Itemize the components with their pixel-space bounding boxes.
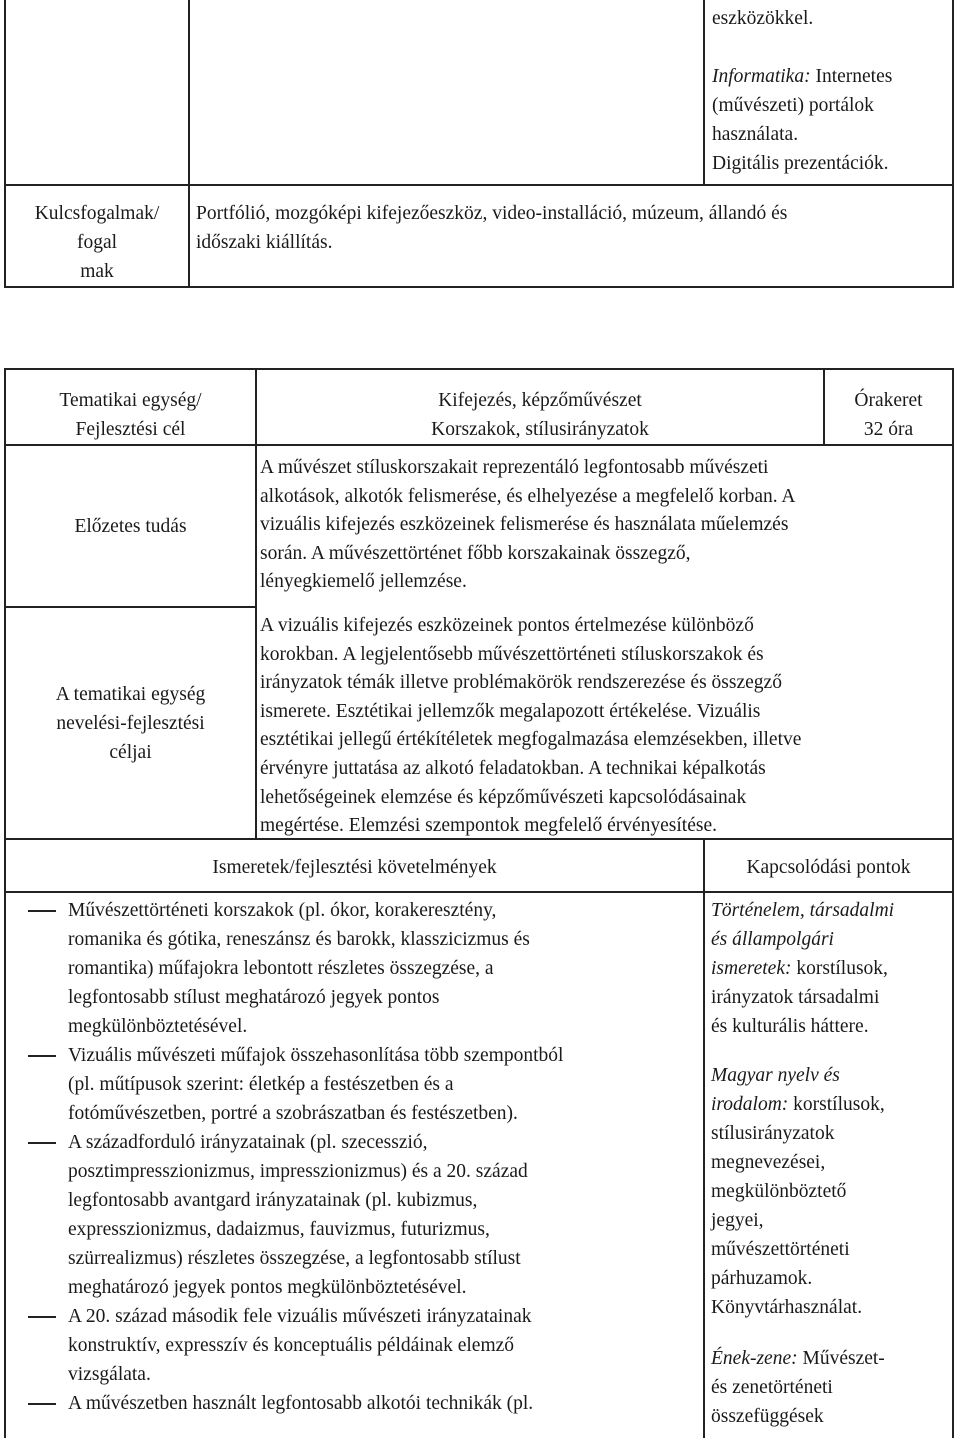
connection-enek-zene: Ének-zene: Művészet- és zenetörténeti összefüggések <box>711 1348 885 1427</box>
prior-knowledge-label: Előzetes tudás <box>74 516 187 537</box>
dash-bullet <box>28 1142 56 1144</box>
list-item: A 20. század második fele vizuális művészeti irányzatainak konstruktív, expresszív és konceptuális példáinak elemző vizsgálata. <box>28 1302 708 1389</box>
unit-title: Kifejezés, képzőművészet Korszakok, stílusirányzatok <box>431 390 649 440</box>
unit-label: Tematikai egység/ Fejlesztési cél <box>59 390 202 440</box>
requirements-header: Ismeretek/fejlesztési követelmények <box>212 857 497 878</box>
dash-bullet <box>28 1316 56 1318</box>
requirements-list <box>28 896 708 1418</box>
list-item: A művészetben használt legfontosabb alkotói technikák (pl. <box>28 1389 708 1418</box>
connections-list <box>711 896 951 1445</box>
list-item: A századforduló irányzatainak (pl. szecesszió, posztimpresszionizmus, impresszionizmus) és a 20. század legfontosabb avantgard irányzatainak (pl. kubizmus, expresszionizmus, dadaizmus, fauvizmus, futurizmus, szürrealizmus) részletes összegzése, a legfontosabb stílust meghatározó jegyek pontos megkülönböztetésével. <box>28 1128 708 1302</box>
hours-cell <box>825 386 952 444</box>
connections-continued-line: eszközökkel. <box>712 8 814 29</box>
dash-bullet <box>28 1403 56 1405</box>
dash-bullet <box>28 1055 56 1057</box>
goals-label: A tematikai egység nevelési-fejlesztési céljai <box>55 684 206 763</box>
prior-knowledge-text: A művészet stíluskorszakait reprezentáló legfontosabb művészeti alkotások, alkotók felismerése, és elhelyezése a megfelelő korban. A vizuális kifejezés eszközeinek felismerése és használata műelemzés során. A művészettörténet főbb korszakainak összegző, lényegkiemelő jellemzése. <box>260 457 796 592</box>
goals-text: A vizuális kifejezés eszközeinek pontos értelmezése különböző korokban. A legjelentősebb művészettörténeti stíluskorszakok és irányzatok témák illetve problémakörök rendszerezése és összegző ismerete. Esztétikai jellemzők megalapozott értékelése. Vizuális esztétikai jellegű értékítéletek megfogalmazása elemzésekben, illetve érvényre juttatása az alkotó feladatokban. A technikai képalkotás lehetőségeinek elemzése és képzőművészeti kapcsolódásainak megértése. Elemzési szempontok megfelelő érvényesítése. <box>260 615 802 837</box>
connection-magyar: Magyar nyelv és irodalom: korstílusok, stílusirányzatok megnevezései, megkülönböztető jegyei, művészettörténeti párhuzamok. Könyvtárhasználat. <box>711 1065 885 1318</box>
connections-continued: eszközökkel. Informatika: Internetes (művészeti) portálok használata. Digitális prezentációk. <box>712 4 948 178</box>
list-item: Vizuális művészeti műfajok összehasonlítása több szempontból (pl. műtípusok szerint: életkép a festészetben és a fotóművészetben, portré a szobrászatban és festészetben). <box>28 1041 708 1128</box>
list-item: Művészettörténeti korszakok (pl. ókor, korakeresztény, romanika és gótika, reneszánsz és barokk, klasszicizmus és romantika) műfajokra lebontott részletes összegzése, a legfontosabb stílust meghatározó jegyek pontos megkülönböztetésével. <box>28 896 708 1041</box>
key-concepts-text: Portfólió, mozgóképi kifejezőeszköz, video-installáció, múzeum, állandó és időszaki kiállítás. <box>196 203 788 253</box>
connection-tortenelem: Történelem, társadalmi és állampolgári ismeretek: korstílusok, irányzatok társadalmi és kulturális háttere. <box>711 900 895 1037</box>
informatika-label: Informatika: <box>712 66 811 87</box>
hours-label: Órakeret <box>854 390 923 411</box>
dash-bullet <box>28 910 56 912</box>
hours-value: 32 óra <box>863 419 914 440</box>
key-concepts-label: Kulcsfogalmak/ fogal mak <box>34 203 160 282</box>
connections-header: Kapcsolódási pontok <box>746 857 911 878</box>
